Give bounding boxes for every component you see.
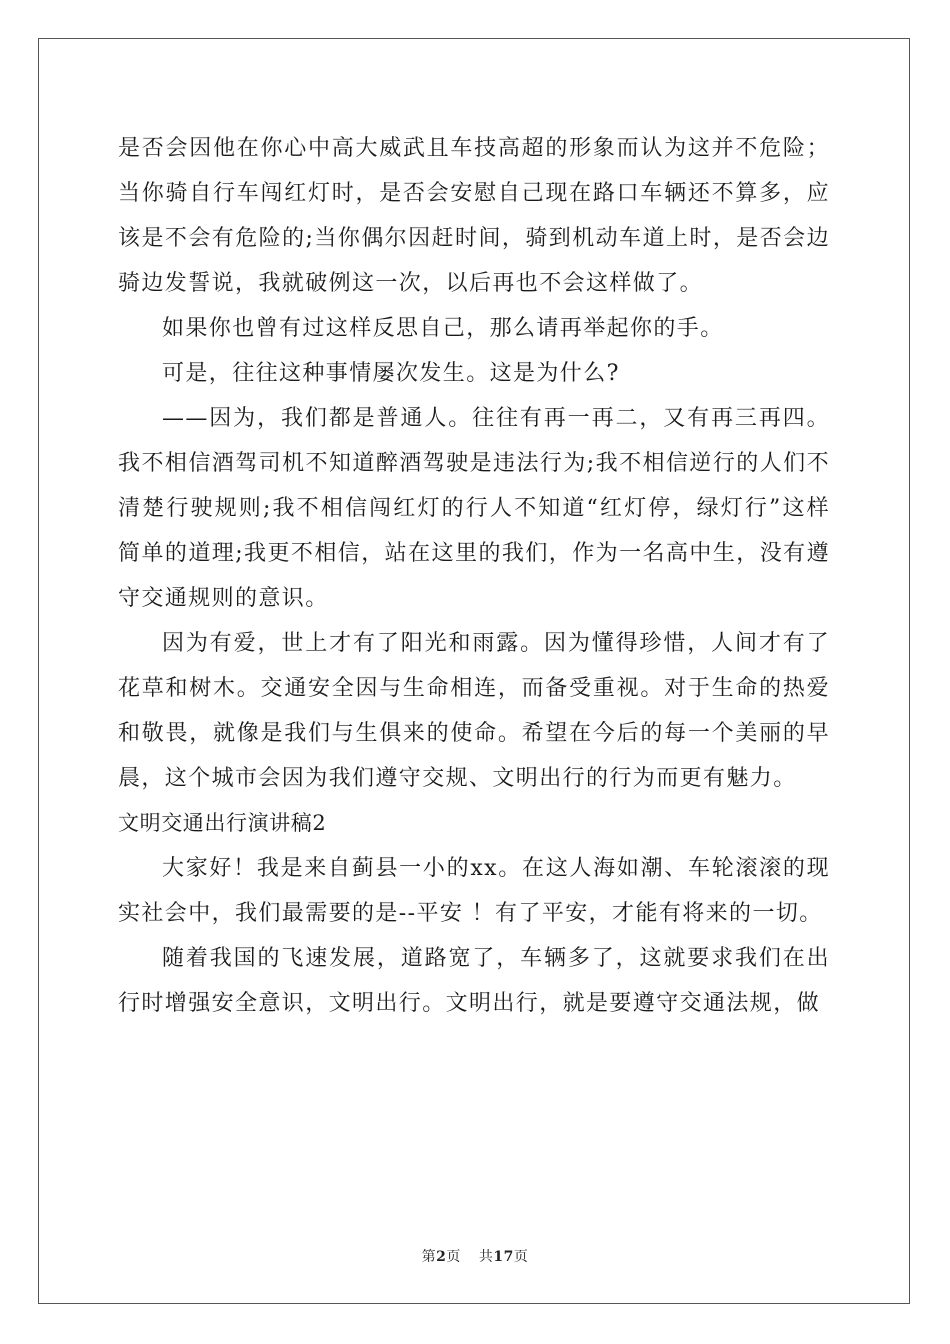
page-prefix: 第 bbox=[421, 1249, 437, 1265]
paragraph-7: 随着我国的飞速发展，道路宽了，车辆多了，这就要求我们在出行时增强安全意识，文明出行。文明出行，就是要遵守交通法规，做 bbox=[118, 946, 830, 1016]
paragraph-4: ——因为，我们都是普通人。往往有再一再二，又有再三再四。我不相信酒驾司机不知道醉酒驾驶是违法行为;我不相信逆行的人们不清楚行驶规则;我不相信闯红灯的行人不知道“红灯停，绿灯行”这样简单的道理;我更不相信，站在这里的我们，作为一名高中生，没有遵守交通规则的意识。 bbox=[118, 406, 830, 611]
paragraph-6: 大家好！我是来自蓟县一小的xx。在这人海如潮、车轮滚滚的现实社会中，我们最需要的是--平安 ！有了平安，才能有将来的一切。 bbox=[118, 856, 830, 926]
total-unit: 页 bbox=[513, 1249, 529, 1265]
page-total: 17 bbox=[493, 1249, 514, 1265]
paragraph-2: 如果你也曾有过这样反思自己，那么请再举起你的手。 bbox=[162, 316, 724, 341]
page-current: 2 bbox=[436, 1249, 447, 1265]
document-body bbox=[118, 126, 830, 1026]
paragraph-1: 是否会因他在你心中高大威武且车技高超的形象而认为这并不危险；当你骑自行车闯红灯时，是否会安慰自己现在路口车辆还不算多，应该是不会有危险的;当你偶尔因赶时间，骑到机动车道上时，是否会边骑边发誓说，我就破例这一次，以后再也不会这样做了。 bbox=[118, 136, 830, 296]
section-heading: 文明交通出行演讲稿2 bbox=[118, 811, 327, 835]
page-footer bbox=[0, 1246, 950, 1266]
paragraph-5: 因为有爱，世上才有了阳光和雨露。因为懂得珍惜，人间才有了花草和树木。交通安全因与生命相连，而备受重视。对于生命的热爱和敬畏，就像是我们与生俱来的使命。希望在今后的每一个美丽的早晨，这个城市会因为我们遵守交规、文明出行的行为而更有魅力。 bbox=[118, 631, 830, 791]
paragraph-3: 可是，往往这种事情屡次发生。这是为什么? bbox=[162, 361, 620, 386]
total-prefix: 共 bbox=[478, 1249, 494, 1265]
page-unit: 页 bbox=[446, 1249, 461, 1265]
